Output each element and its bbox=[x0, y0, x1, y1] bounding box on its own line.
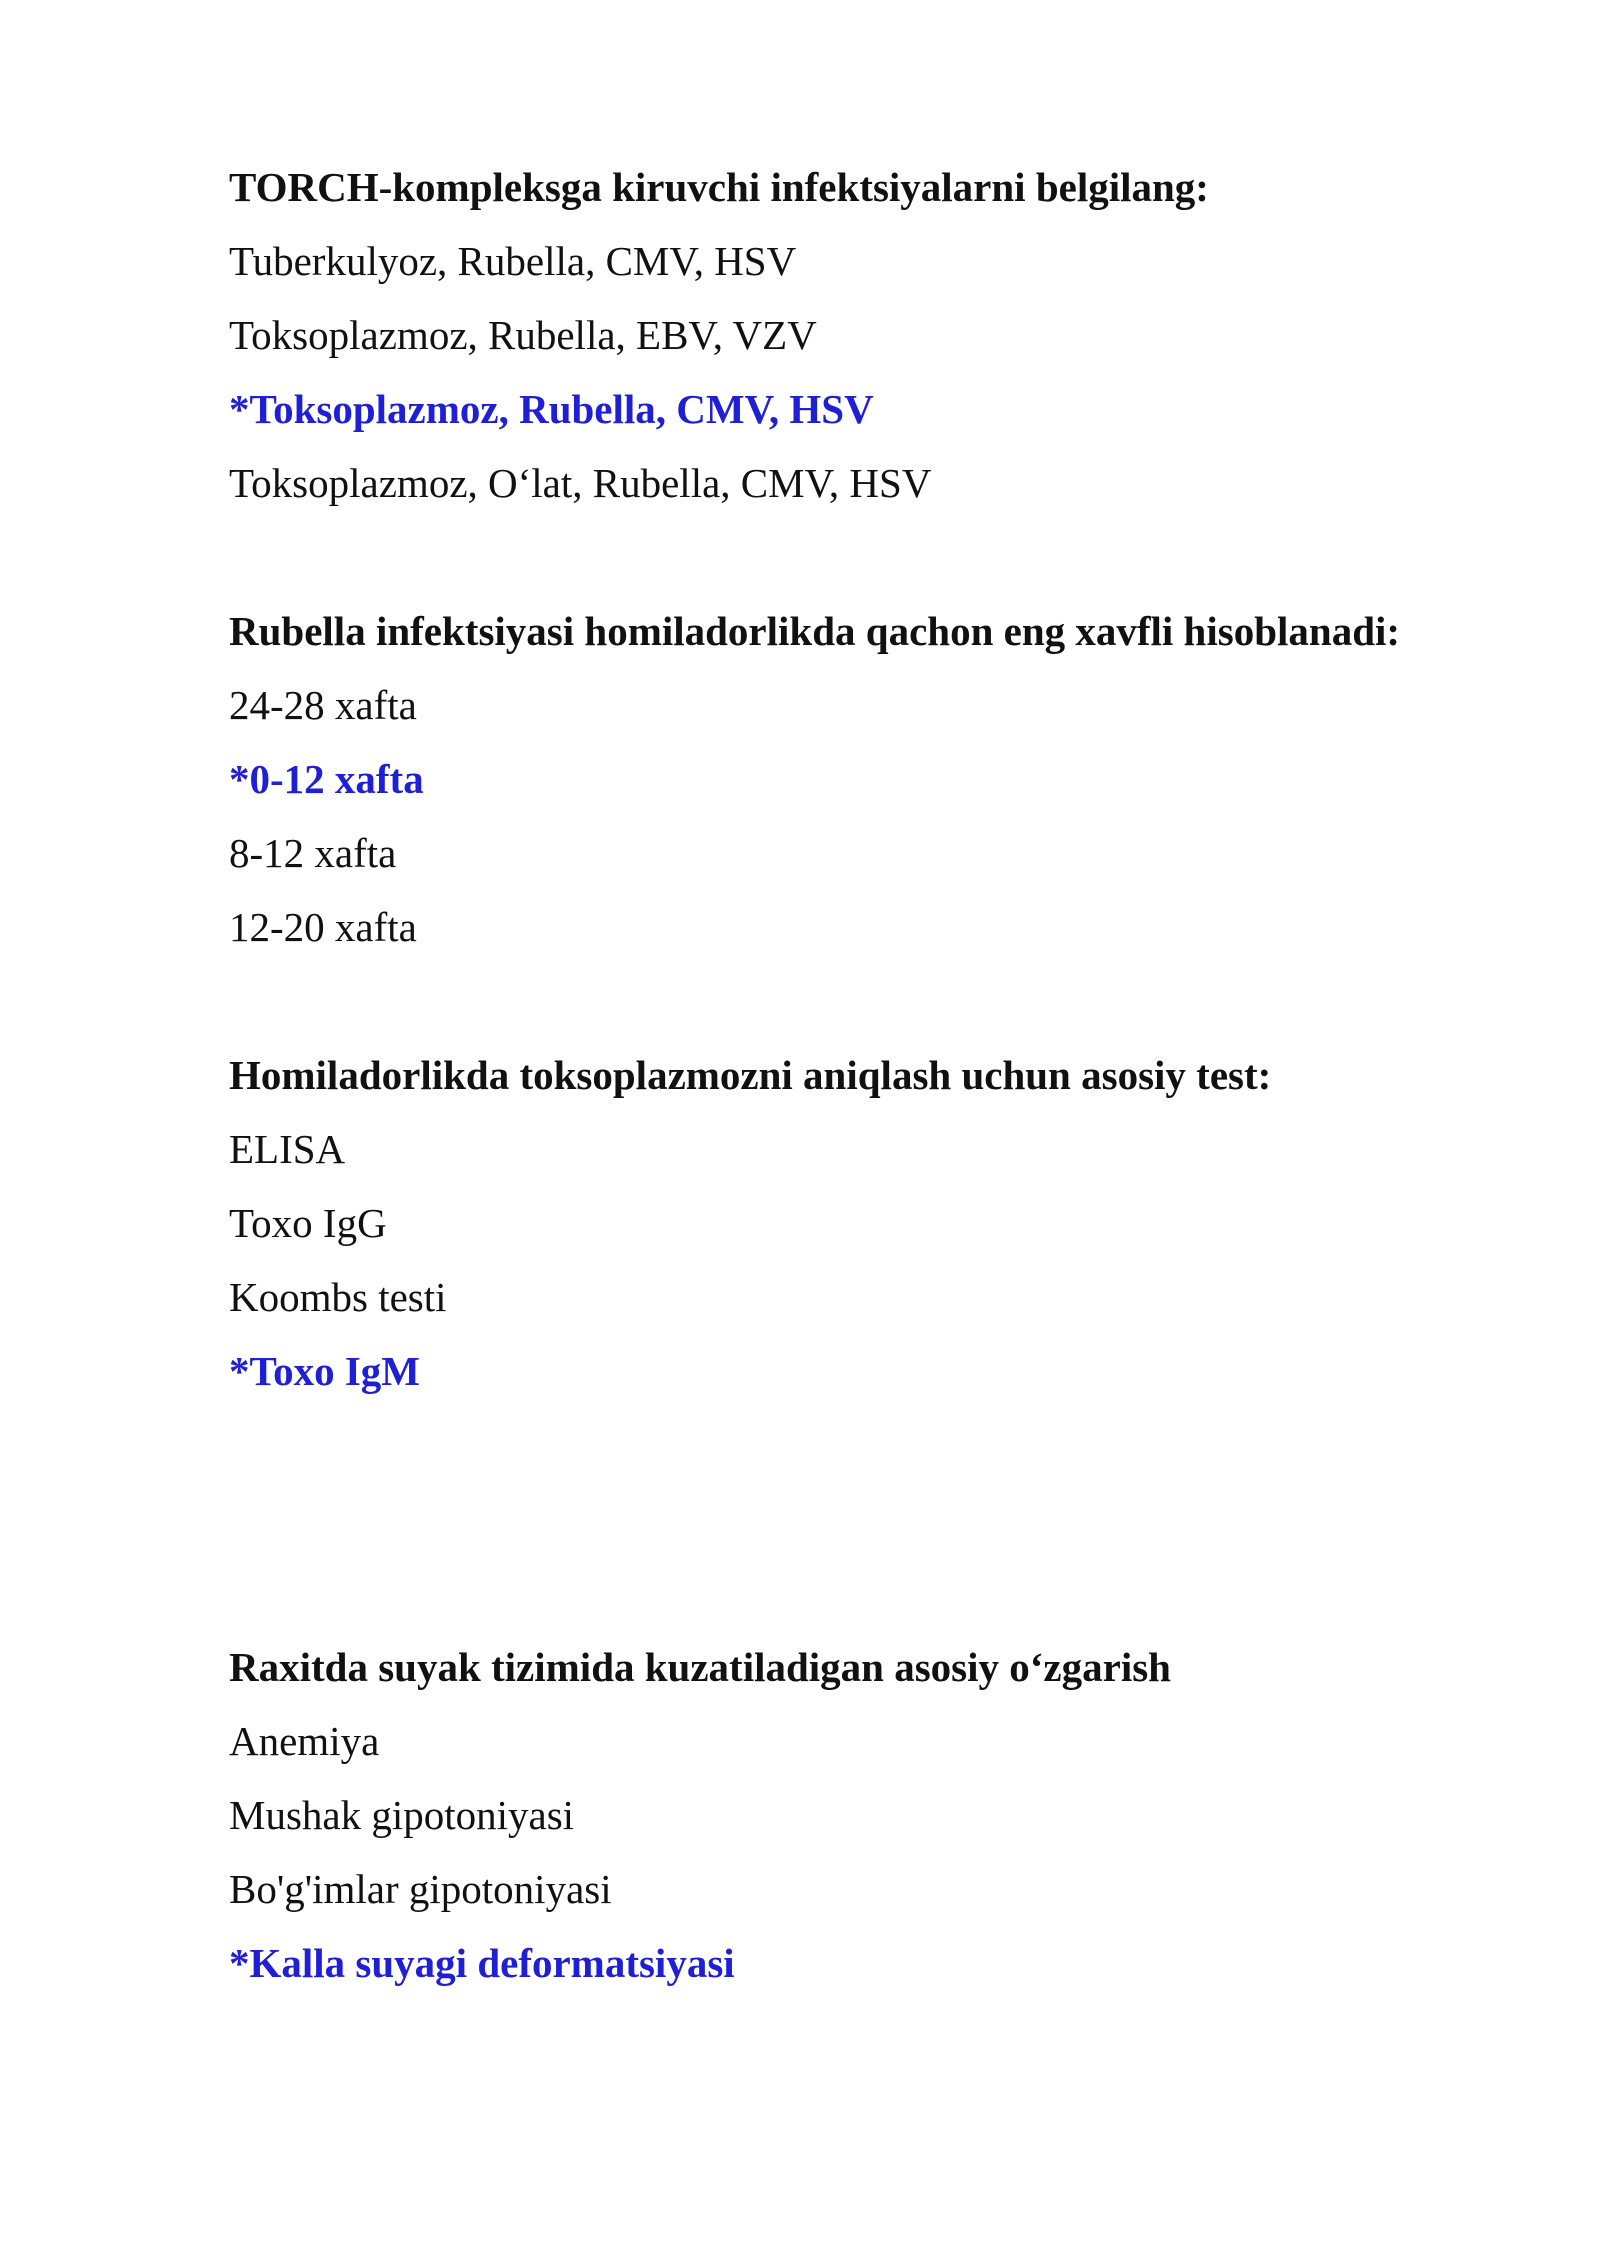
answer-option: Toxo IgG bbox=[229, 1200, 387, 1246]
answer-option: 8-12 xafta bbox=[229, 830, 397, 876]
spacer bbox=[229, 1408, 1529, 1630]
answer-option: Anemiya bbox=[229, 1718, 380, 1764]
question-4 bbox=[229, 1630, 1529, 2000]
answer-option: Koombs testi bbox=[229, 1274, 447, 1320]
answer-option: Toksoplazmoz, O‘lat, Rubella, CMV, HSV bbox=[229, 460, 932, 506]
question-title: TORCH-kompleksga kiruvchi infektsiyalarni belgilang: bbox=[229, 164, 1209, 210]
answer-option: Tuberkulyoz, Rubella, CMV, HSV bbox=[229, 238, 797, 284]
question-title: Rubella infektsiyasi homiladorlikda qachon eng xavfli hisoblanadi: bbox=[229, 608, 1401, 654]
answer-option: Bo'g'imlar gipotoniyasi bbox=[229, 1866, 612, 1912]
answer-option: Toksoplazmoz, Rubella, EBV, VZV bbox=[229, 312, 817, 358]
answer-option: 24-28 xafta bbox=[229, 682, 417, 728]
answer-option: Mushak gipotoniyasi bbox=[229, 1792, 575, 1838]
answer-option: 12-20 xafta bbox=[229, 904, 417, 950]
correct-answer-option: *0-12 xafta bbox=[229, 756, 424, 802]
question-1 bbox=[229, 150, 1529, 520]
question-2 bbox=[229, 594, 1529, 964]
spacer bbox=[229, 964, 1529, 1038]
correct-answer-option: *Toxo IgM bbox=[229, 1348, 420, 1394]
document-page bbox=[229, 150, 1529, 2000]
spacer bbox=[229, 520, 1529, 594]
answer-option: ELISA bbox=[229, 1126, 346, 1172]
question-3 bbox=[229, 1038, 1529, 1408]
correct-answer-option: *Toksoplazmoz, Rubella, CMV, HSV bbox=[229, 386, 874, 432]
correct-answer-option: *Kalla suyagi deformatsiyasi bbox=[229, 1940, 735, 1986]
question-title: Raxitda suyak tizimida kuzatiladigan asosiy o‘zgarish bbox=[229, 1644, 1171, 1690]
question-title: Homiladorlikda toksoplazmozni aniqlash uchun asosiy test: bbox=[229, 1052, 1272, 1098]
